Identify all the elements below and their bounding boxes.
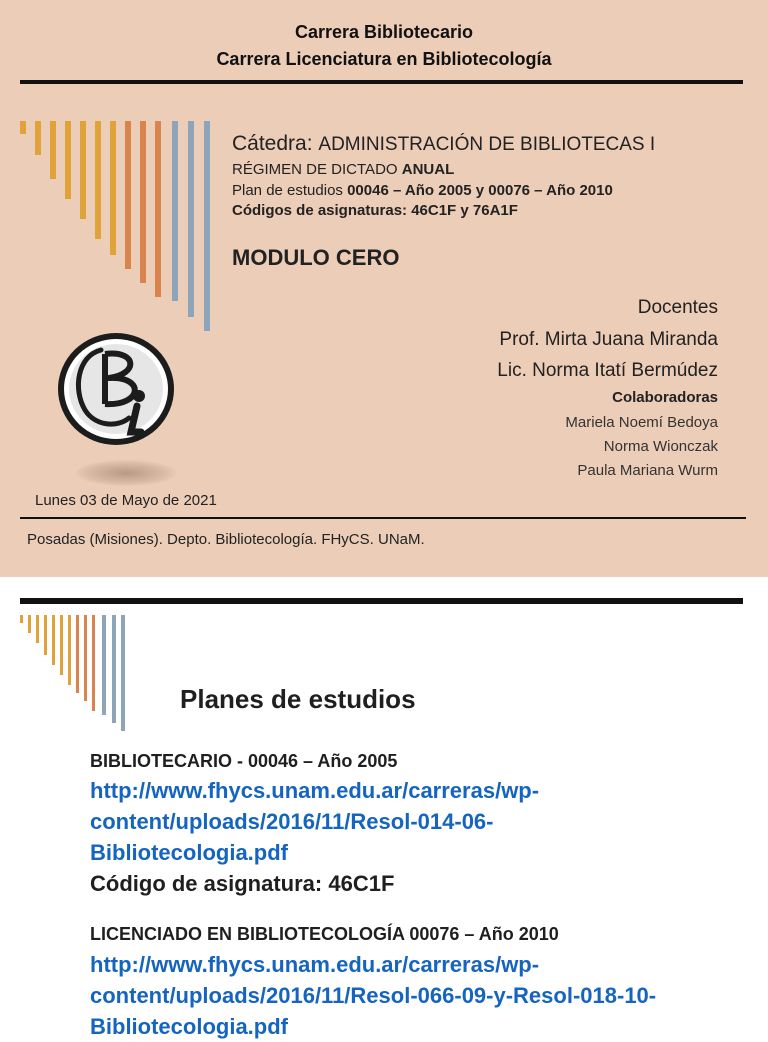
decor-bar [204,121,210,331]
decor-bar [36,615,39,643]
catedra-value: ADMINISTRACIÓN DE BIBLIOTECAS I [318,134,656,155]
decorative-bars-small [20,615,130,735]
decor-bar [80,121,86,219]
logo-shadow [76,460,176,486]
decor-bar [20,121,26,134]
bi-logo-icon [55,330,177,448]
decor-bar [140,121,146,283]
decor-bar [172,121,178,301]
catedra-line [232,132,655,156]
plan-1-link-line[interactable]: Bibliotecologia.pdf [90,840,288,865]
decor-bar [121,615,125,731]
decor-bar [112,615,116,723]
decor-bar [28,615,31,633]
docente-1: Prof. Mirta Juana Miranda [499,329,718,350]
decor-bar [52,615,55,665]
docente-2: Lic. Norma Itatí Bermúdez [497,360,718,381]
regimen-value: ANUAL [401,161,455,178]
docentes-label: Docentes [637,297,718,318]
slide2-title: Planes de estudios [180,684,416,714]
header-rule [20,80,743,84]
colaboradora-1: Mariela Noemí Bedoya [565,414,718,431]
plan-label: Plan de estudios [232,182,343,199]
plan-1-link-line[interactable]: http://www.fhycs.unam.edu.ar/carreras/wp- [90,778,540,803]
plan-1-heading: BIBLIOTECARIO - 00046 – Año 2005 [90,751,398,771]
decor-bar [50,121,56,179]
decor-bar [95,121,101,239]
decor-bar [65,121,71,199]
colaboradora-3: Paula Mariana Wurm [577,462,718,479]
planes-slide [0,577,768,1039]
decor-bar [102,615,106,715]
plan-2-heading: LICENCIADO EN BIBLIOTECOLOGÍA 00076 – Año 2010 [90,924,559,944]
decor-bar [188,121,194,317]
plan-1-link-line[interactable]: content/uploads/2016/11/Resol-014-06- [90,809,494,834]
plan-2-link-line[interactable]: content/uploads/2016/11/Resol-066-09-y-Resol-018-10- [90,983,657,1008]
decor-bar [92,615,95,711]
decor-bar [110,121,116,255]
regimen-line [232,161,454,178]
plan-2-link-line[interactable]: Bibliotecologia.pdf [90,1014,288,1039]
decor-bar [35,121,41,155]
colaboradora-2: Norma Wionczak [603,438,718,455]
plan-1-link[interactable] [90,775,539,868]
colaboradoras-label: Colaboradoras [612,389,718,406]
decor-bar [155,121,161,297]
decor-bar [60,615,63,675]
plan-value: 00046 – Año 2005 y 00076 – Año 2010 [347,182,613,199]
decorative-bars [20,121,220,336]
decor-bar [68,615,71,685]
header-line-2: Carrera Licenciatura en Bibliotecología [216,49,552,69]
date-label: Lunes 03 de Mayo de 2021 [35,492,217,509]
slide2-rule [20,598,743,604]
decor-bar [84,615,87,701]
codigos-line: Códigos de asignaturas: 46C1F y 76A1F [232,202,518,219]
decor-bar [20,615,23,623]
plan-1-code: Código de asignatura: 46C1F [90,871,395,896]
plan-line [232,182,613,199]
catedra-label: Cátedra: [232,132,313,155]
regimen-label: RÉGIMEN DE DICTADO [232,161,398,178]
decor-bar [76,615,79,693]
plan-2-link[interactable] [90,949,656,1042]
decor-bar [125,121,131,269]
footer-rule [20,517,746,519]
plan-2-link-line[interactable]: http://www.fhycs.unam.edu.ar/carreras/wp- [90,952,540,977]
header-line-1: Carrera Bibliotecario [294,22,474,42]
modulo-title: MODULO CERO [232,245,400,270]
footer-text: Posadas (Misiones). Depto. Bibliotecología. FHyCS. UNaM. [27,531,425,548]
decor-bar [44,615,47,655]
